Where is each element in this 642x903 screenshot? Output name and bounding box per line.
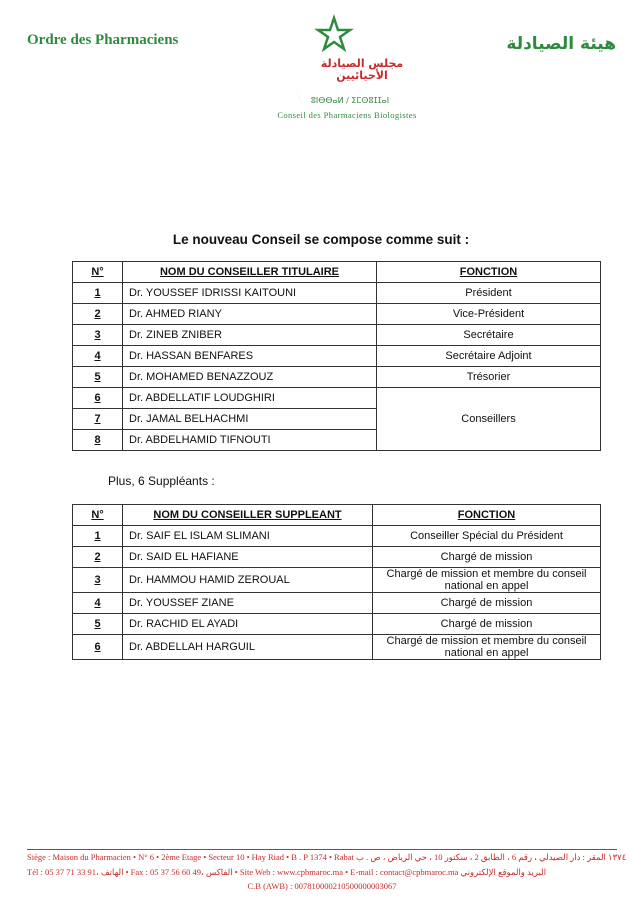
table-row: 2 Dr. SAID EL HAFIANE Chargé de mission [73,547,601,568]
titular-council-table [72,261,601,451]
logo-tifinagh-text: ⵓⵏⴱⴱⴰⵍ / ⵉⵎⵙⵓⵊⵊⴰⵏ [310,96,390,105]
org-name-fr: Ordre des Pharmaciens [27,32,179,48]
header-role: FONCTION [373,505,601,526]
table-row: 5 Dr. MOHAMED BENAZZOUZ Trésorier [73,367,601,388]
org-name-ar: هيئة الصيادلة [506,34,616,54]
page-heading: Le nouveau Conseil se compose comme suit : [172,232,470,247]
table-row: 6 Dr. ABDELLAH HARGUIL Chargé de mission et membre du conseil national en appel [73,635,601,660]
table-row: 3 Dr. ZINEB ZNIBER Secrétaire [73,325,601,346]
substitutes-label: Plus, 6 Suppléants : [108,474,215,488]
table-row: 3 Dr. HAMMOU HAMID ZEROUAL Chargé de mission et membre du conseil national en appel [73,568,601,593]
table-row: 1 Dr. SAIF EL ISLAM SLIMANI Conseiller Spécial du Président [73,526,601,547]
merged-role-cell: Conseillers [377,388,601,451]
table-row: 2 Dr. AHMED RIANY Vice-Président [73,304,601,325]
footer-contact: Tél : 05 37 71 33 91، الهاتف • Fax : 05 37 56 60 49، الفاكس • Site Web : www.cpbmaroc.ma • E-mail : contact@cpbmaroc.ma البريد والموقع الإلكتروني [27,867,547,877]
table-row: 8 Dr. ABDELHAMID TIFNOUTI [73,430,601,451]
header-name: NOM DU CONSEILLER TITULAIRE [123,262,377,283]
substitute-council-table [72,504,601,660]
footer-divider [27,849,617,850]
logo-french-text: Conseil des Pharmaciens Biologistes [277,110,417,120]
logo-arabic-text: مجلس الصيادلة الأحيائيين [320,57,404,82]
table-row: 7 Dr. JAMAL BELHACHMI [73,409,601,430]
table-row: 6 Dr. ABDELLATIF LOUDGHIRI Conseillers [73,388,601,409]
header-number: N° [73,262,123,283]
table-row: 4 Dr. YOUSSEF ZIANE Chargé de mission [73,593,601,614]
header-role: FONCTION [377,262,601,283]
table-header-row [73,505,601,526]
star-icon [318,18,350,49]
header-number: N° [73,505,123,526]
header-name: NOM DU CONSEILLER SUPPLEANT [123,505,373,526]
table-row: 4 Dr. HASSAN BENFARES Secrétaire Adjoint [73,346,601,367]
table-row: 1 Dr. YOUSSEF IDRISSI KAITOUNI Président [73,283,601,304]
footer-address: Siège : Maison du Pharmacien • N° 6 • 2ème Etage • Secteur 10 • Hay Riad • B . P 1374 • Rabat ١٣٧٤ المقر : دار الصيدلي ، رقم 6 ، الطابق 2 ، سكتور 10 ، حي الرياض ، ص . ب [27,852,627,862]
table-row: 5 Dr. RACHID EL AYADI Chargé de mission [73,614,601,635]
table-header-row [73,262,601,283]
footer-bank: C.B (AWB) : 007810000210500000003067 [247,881,397,891]
